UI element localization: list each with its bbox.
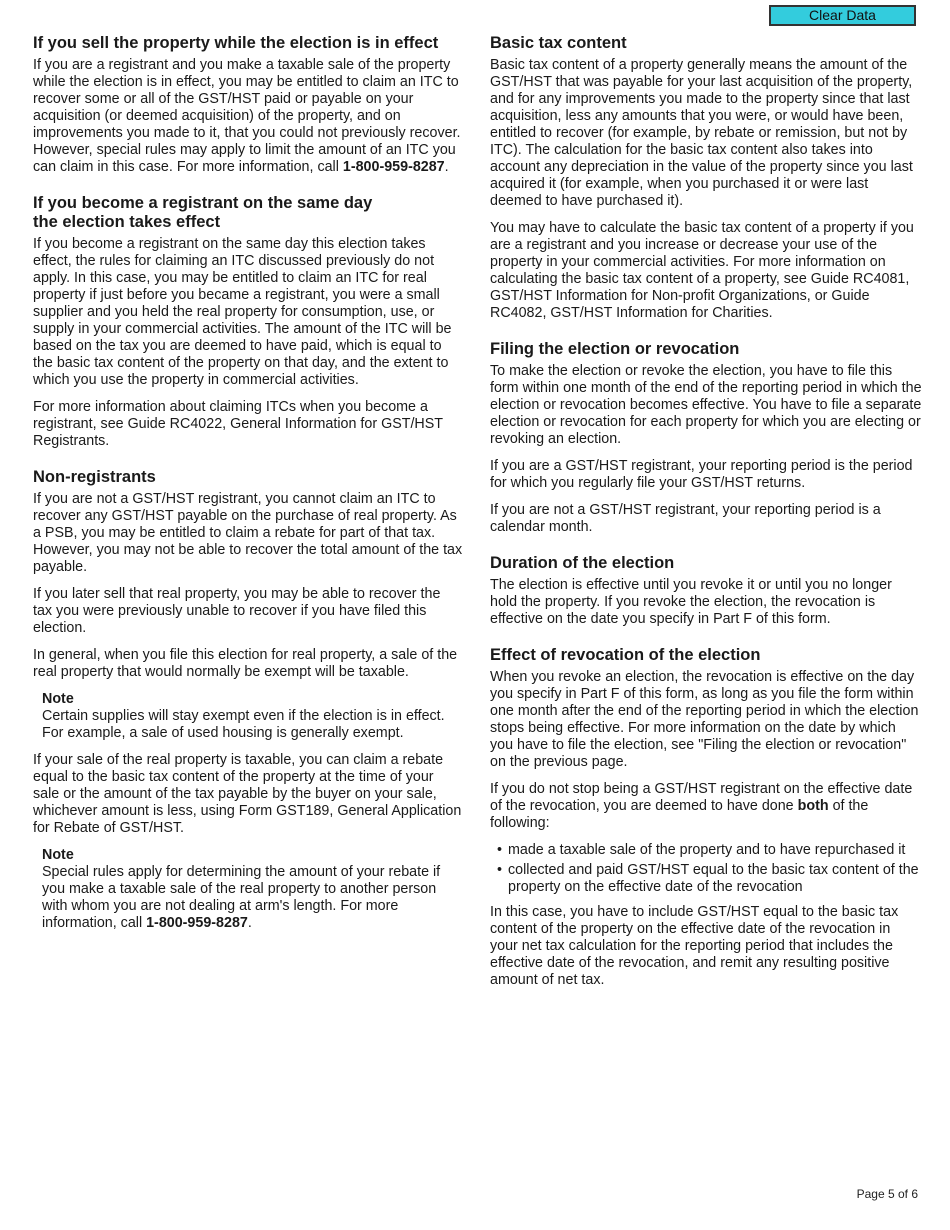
- effect-paragraph-2: [490, 781, 922, 832]
- list-item: • made a taxable sale of the property and to have repurchased it: [508, 842, 922, 859]
- filing-paragraph-2: If you are a GST/HST registrant, your reporting period is the period for which you regularly file your GST/HST returns.: [490, 458, 913, 491]
- non-registrants-paragraph-1: If you are not a GST/HST registrant, you cannot claim an ITC to recover any GST/HST payable on the purchase of real property. As a PSB, you may be entitled to claim a rebate for part of that tax. However, you may not be able to recover the total amount of the tax payable.: [33, 491, 463, 575]
- note-text: Special rules apply for determining the amount of your rebate if you make a taxable sale of the real property to another person with whom you are not dealing at arm's length. For more information, call 1-800-959-8287.: [42, 864, 441, 931]
- page-number: Page 5 of 6: [856, 1187, 918, 1201]
- left-column: [33, 34, 463, 942]
- filing-paragraph-3: If you are not a GST/HST registrant, your reporting period is a calendar month.: [490, 502, 881, 535]
- non-registrants-paragraph-3: In general, when you file this election for real property, a sale of the real property that would normally be exempt will be taxable.: [33, 647, 458, 680]
- note-title: Note: [42, 847, 74, 863]
- effect-p2-bold: both: [797, 798, 829, 814]
- note-title: Note: [42, 691, 74, 707]
- note-arms-length: [42, 847, 463, 932]
- list-item: • collected and paid GST/HST equal to the basic tax content of the property on the effective date of the revocation: [508, 862, 922, 896]
- clear-data-button[interactable]: Clear Data: [769, 5, 916, 26]
- effect-of-revocation-heading: Effect of revocation of the election: [490, 646, 761, 664]
- basic-tax-content-paragraph-2: You may have to calculate the basic tax content of a property if you are a registrant and you increase or decrease your use of the property in your commercial activities. For more information on calculating the basic tax content of a property, see Guide RC4081, GST/HST Information for Non-profit Organizations, or Guide RC4082, GST/HST Information for Charities.: [490, 220, 914, 321]
- sell-property-heading: If you sell the property while the election is in effect: [33, 34, 439, 52]
- note-text: Certain supplies will stay exempt even if the election is in effect. For example, a sale of used housing is generally exempt.: [42, 708, 445, 741]
- effect-paragraph-1: When you revoke an election, the revocation is effective on the day you specify in Part F of this form, as long as you file the form within one month after the end of the reporting period in which the election stops being effective. For more information on the date by which you have to file the election, see "Filing the election or revocation" on the previous page.: [490, 669, 919, 770]
- effect-p2-text: If you do not stop being a GST/HST registrant on the effective date of the revocation, you are deemed to have done: [490, 781, 913, 814]
- duration-paragraph: The election is effective until you revoke it or until you no longer hold the property. If you revoke the election, the revocation is effective on the date you specify in Part F of this form.: [490, 577, 892, 627]
- same-day-heading-line2: the election takes effect: [33, 213, 221, 231]
- revocation-bullet-list: [490, 842, 922, 896]
- duration-heading: Duration of the election: [490, 554, 675, 572]
- filing-paragraph-1: To make the election or revoke the election, you have to file this form within one month of the end of the reporting period in which the election or revocation becomes effective. You have to file a separate election or revocation for each property for which you are electing or revoking an election.: [490, 363, 922, 447]
- same-day-paragraph-1: If you become a registrant on the same day this election takes effect, the rules for claiming an ITC discussed previously do not apply. In this case, you may be entitled to claim an ITC for real property if just before you became a registrant, you were a small supplier and you held the real property for consumption, use, or supply in your commercial activities. The amount of the ITC will be based on the tax you are deemed to have paid, which is equal to the basic tax content of the property on that day, and the extent to which you use the property in commercial activities.: [33, 236, 452, 388]
- non-registrants-heading: Non-registrants: [33, 468, 156, 486]
- sell-property-paragraph: If you are a registrant and you make a taxable sale of the property while the election is in effect, you may be entitled to claim an ITC to recover some or all of the GST/HST paid or payable on your acquisition (or deemed acquisition) of the property, and on improvements you made to it, that you could not previously recover. However, special rules may apply to limit the amount of an ITC you can claim in this case. For more information, call 1-800-959-8287.: [33, 57, 461, 175]
- effect-paragraph-3: In this case, you have to include GST/HST equal to the basic tax content of the property on the effective date of the revocation in your net tax calculation for the reporting period that includes the effective date of the revocation, and remit any resulting positive amount of net tax.: [490, 904, 899, 988]
- basic-tax-content-heading: Basic tax content: [490, 34, 627, 52]
- phone-number: 1-800-959-8287: [146, 915, 248, 931]
- non-registrants-paragraph-2: If you later sell that real property, you may be able to recover the tax you were previously unable to recover if you have filed this election.: [33, 586, 441, 636]
- same-day-heading-line1: If you become a registrant on the same day: [33, 194, 373, 212]
- same-day-paragraph-2: For more information about claiming ITCs when you become a registrant, see Guide RC4022, General Information for GST/HST Registrants.: [33, 399, 443, 449]
- note-exempt-supplies: [42, 691, 463, 742]
- note-arms-length-text: Special rules apply for determining the amount of your rebate if you make a taxable sale of the real property to another person with whom you are not dealing at arm's length. For more information, call: [42, 864, 441, 931]
- right-column: [490, 34, 922, 999]
- same-day-registrant-heading: [33, 194, 463, 232]
- sell-property-text: If you are a registrant and you make a taxable sale of the property while the election is in effect, you may be entitled to claim an ITC to recover some or all of the GST/HST paid or payable on your acquisition (or deemed acquisition) of the property, and on improvements you made to it, that you could not previously recover. However, special rules may apply to limit the amount of an ITC you can claim in this case. For more information, call: [33, 57, 461, 175]
- non-registrants-paragraph-4: If your sale of the real property is taxable, you can claim a rebate equal to the basic tax content of the property at the time of your sale or the amount of the tax payable by the buyer on your sale, whichever amount is less, using Form GST189, General Application for Rebate of GST/HST.: [33, 752, 462, 836]
- phone-number: 1-800-959-8287: [342, 159, 445, 175]
- basic-tax-content-paragraph-1: Basic tax content of a property generally means the amount of the GST/HST that was payable for your last acquisition of the property, and for any improvements you made to the property since that last acquisition, less any amounts that you were, or would have been, entitled to recover (for example, by rebate or remission, but not by ITC). The calculation for the basic tax content also takes into account any depreciation in the value of the property since you last acquired it (for example, when you purchased it or were last deemed to have purchased it).: [490, 57, 913, 209]
- effect-p2-text-end: of the following:: [490, 798, 869, 831]
- filing-heading: Filing the election or revocation: [490, 340, 740, 358]
